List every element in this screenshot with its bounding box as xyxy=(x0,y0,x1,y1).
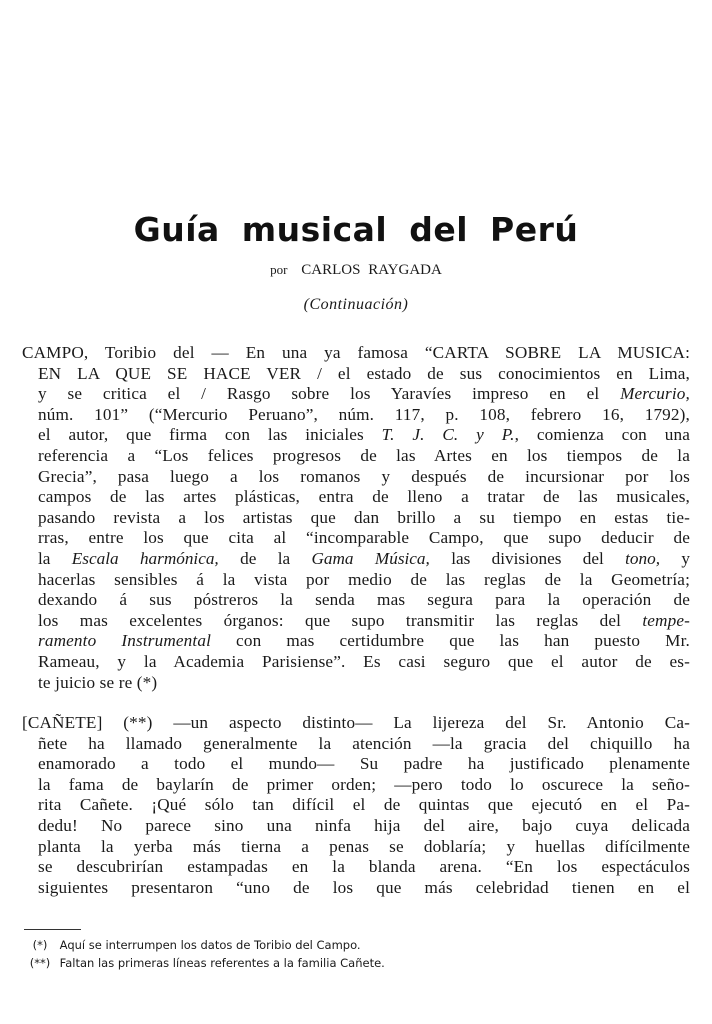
text-run: con mas certidumbre que las han puesto Mr. xyxy=(211,631,690,651)
entry-campo xyxy=(22,343,690,693)
footnote xyxy=(24,956,385,970)
text-run: la xyxy=(38,548,72,568)
text-run: referencia a “Los felices progresos de las Artes en los tiempos de la xyxy=(38,445,690,465)
text-run: siguientes presentaron “uno de los que más celebridad tienen en el xyxy=(38,877,690,897)
byline-por: por xyxy=(270,262,288,277)
footnote xyxy=(24,938,361,952)
text-run: los mas excelentes órganos: que supo transmitir las reglas del xyxy=(38,610,643,630)
text-run: núm. 101” (“Mercurio Peruano”, núm. 117, p. 108, febrero 16, 1792), xyxy=(38,404,690,424)
entry-line xyxy=(22,857,690,878)
entry-line xyxy=(22,384,690,405)
text-run: ñete ha llamado generalmente la atención —la gracia del chiquillo ha xyxy=(38,733,690,753)
text-run: ] (**) —un aspecto distinto— La lijereza del Sr. Antonio Ca- xyxy=(96,713,690,732)
entry-line xyxy=(22,508,690,529)
entry-line xyxy=(22,775,690,796)
entry-line xyxy=(22,590,690,611)
text-run: se descubrirían estampadas en la blanda arena. “En los espectáculos xyxy=(38,857,690,877)
text-run: y xyxy=(660,548,690,568)
italic-run: ramento Instrumental xyxy=(38,631,212,651)
text-run: , comienza con una xyxy=(514,425,690,445)
text-run: las divisiones del xyxy=(429,548,626,568)
continuation-label: (Continuación) xyxy=(303,296,409,313)
entry-line xyxy=(22,446,690,467)
text-run: planta la yerba más tierna a penas se doblaría; y huellas difícilmente xyxy=(38,836,690,856)
entry-line xyxy=(22,816,690,837)
text-run: dedu! No parece sino una ninfa hija del aire, bajo cuya delicada xyxy=(38,815,690,835)
text-run: enamorado a todo el mundo— Su padre ha justificado plenamente xyxy=(38,754,690,774)
footnote-mark: (*) xyxy=(32,938,48,952)
entry-line xyxy=(22,487,690,508)
italic-run: Mercurio, xyxy=(620,384,690,404)
entry-line xyxy=(22,364,690,385)
byline xyxy=(0,262,712,279)
entry-line xyxy=(22,570,690,591)
entry-canete xyxy=(22,713,690,898)
text-run: campos de las artes plásticas, entra de lleno a tratar de las musicales, xyxy=(38,487,690,507)
entry-line xyxy=(22,734,690,755)
footnote-mark: (**) xyxy=(29,956,51,970)
article-title: Guía musical del Perú xyxy=(133,210,579,249)
author-name: CARLOS RAYGADA xyxy=(301,262,442,278)
footnote-text: Faltan las primeras líneas referentes a la familia Cañete. xyxy=(59,956,385,970)
entry-line xyxy=(22,611,690,632)
text-run: el autor, que firma con las iniciales xyxy=(38,425,382,445)
entry-line xyxy=(22,713,690,734)
text-run: te juicio se re (*) xyxy=(38,672,158,692)
footnote-text: Aquí se interrumpen los datos de Toribio del Campo. xyxy=(59,938,361,952)
entry-line xyxy=(22,549,690,570)
entry-line xyxy=(22,878,690,899)
entry-line xyxy=(22,652,690,673)
italic-run: Escala harmónica, xyxy=(71,548,219,568)
footnote-divider xyxy=(24,929,81,930)
entry-line xyxy=(22,343,690,364)
text-run: rras, entre los que cita al “incomparable Campo, que supo deducir de xyxy=(38,528,690,548)
entry-line xyxy=(22,795,690,816)
text-run: la fama de baylarín de primer orden; —pero todo lo oscurece la seño- xyxy=(38,774,690,794)
text-run: de la xyxy=(218,548,312,568)
entry-headword: CAMPO xyxy=(22,343,84,362)
entry-line xyxy=(22,673,690,694)
entry-line xyxy=(22,467,690,488)
text-run: Grecia”, pasa luego a los romanos y después de incursionar por los xyxy=(38,466,690,486)
text-run: EN LA QUE SE HACE VER / el estado de sus conocimientos en Lima, xyxy=(38,363,690,383)
text-run: pasando revista a los artistas que dan brillo a su tiempo en estas tie- xyxy=(38,507,690,527)
text-run: y se critica el / Rasgo sobre los Yaravíes impreso en el xyxy=(38,384,621,404)
entry-line xyxy=(22,631,690,652)
text-run: dexando á sus póstreros la senda mas segura para la operación de xyxy=(38,590,690,610)
text-run: rita Cañete. ¡Qué sólo tan difícil el de quintas que ejecutó en el Pa- xyxy=(38,795,690,815)
text-run: , Toribio del — En una ya famosa “CARTA SOBRE LA MUSICA: xyxy=(83,343,690,362)
text-run: [ xyxy=(22,713,28,732)
italic-run: tono, xyxy=(625,548,661,568)
entry-line xyxy=(22,405,690,426)
entry-line xyxy=(22,837,690,858)
entry-line xyxy=(22,528,690,549)
italic-run: Gama Música, xyxy=(311,548,430,568)
text-run: Rameau, y la Academia Parisiense”. Es casi seguro que el autor de es- xyxy=(38,651,690,671)
entry-headword: CAÑETE xyxy=(27,713,97,732)
entry-line xyxy=(22,425,690,446)
italic-run: tempe- xyxy=(642,610,690,630)
italic-run: T. J. C. y P. xyxy=(381,425,515,445)
entry-line xyxy=(22,754,690,775)
text-run: hacerlas sensibles á la vista por medio de las reglas de la Geometría; xyxy=(38,569,690,589)
